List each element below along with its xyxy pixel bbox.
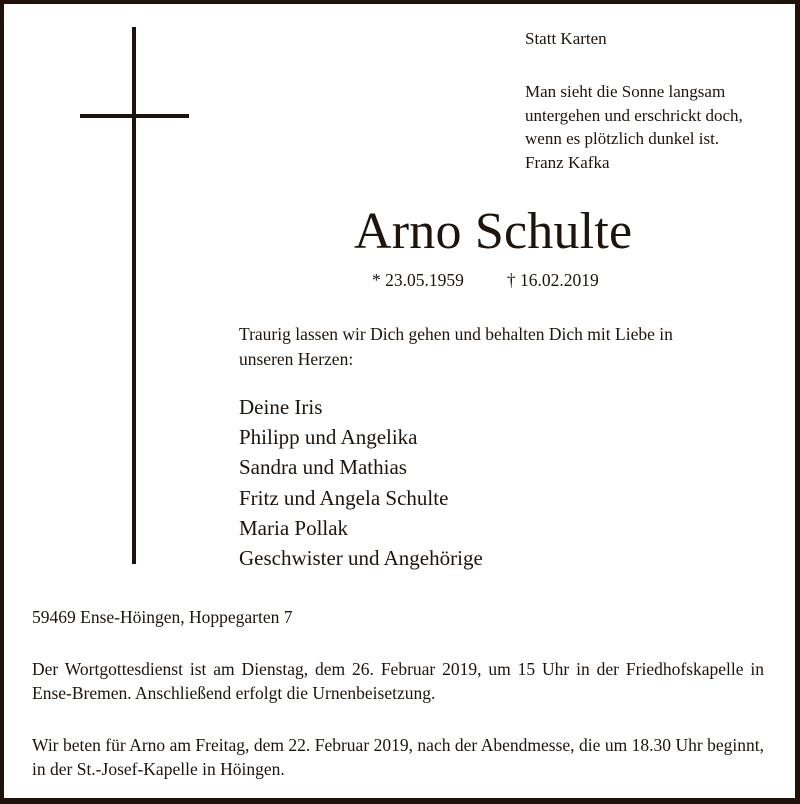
service-info: Der Wortgottesdienst ist am Dienstag, dem 26. Februar 2019, um 15 Uhr in der Friedhofskapelle in Ense-Bremen. Anschließend erfolgt die Urnenbeisetzung. [32, 659, 764, 703]
header-note: Statt Karten [525, 29, 607, 48]
cross-vertical-bar [132, 27, 136, 564]
intro-text [239, 322, 673, 371]
mourners-list [239, 392, 483, 573]
mourner: Sandra und Mathias [239, 455, 407, 480]
death-date: † 16.02.2019 [506, 270, 599, 290]
mourner: Fritz und Angela Schulte [239, 485, 449, 510]
deceased-name: Arno Schulte [354, 203, 633, 260]
family-address: 59469 Ense-Höingen, Hoppegarten 7 [32, 607, 293, 627]
cross-horizontal-bar [80, 114, 189, 118]
intro-line: unseren Herzen: [239, 348, 354, 369]
birth-date: * 23.05.1959 [372, 270, 464, 290]
intro-line: Traurig lassen wir Dich gehen und behalten Dich mit Liebe in [239, 324, 673, 344]
quote-line: untergehen und erschrickt doch, [525, 105, 743, 125]
mourner: Maria Pollak [239, 515, 349, 540]
life-dates [372, 268, 599, 292]
mourner: Deine Iris [239, 395, 323, 419]
quote-block [525, 80, 743, 174]
mourner: Geschwister und Angehörige [239, 546, 483, 571]
quote-author: Franz Kafka [525, 152, 610, 172]
quote-line: wenn es plötzlich dunkel ist. [525, 129, 720, 148]
mourner: Philipp und Angelika [239, 425, 418, 450]
prayer-info: Wir beten für Arno am Freitag, dem 22. Februar 2019, nach der Abendmesse, die um 18.30 Uhr beginnt, in der St.-Josef-Kapelle in Höingen. [32, 735, 764, 779]
quote-line: Man sieht die Sonne langsam [525, 82, 726, 101]
